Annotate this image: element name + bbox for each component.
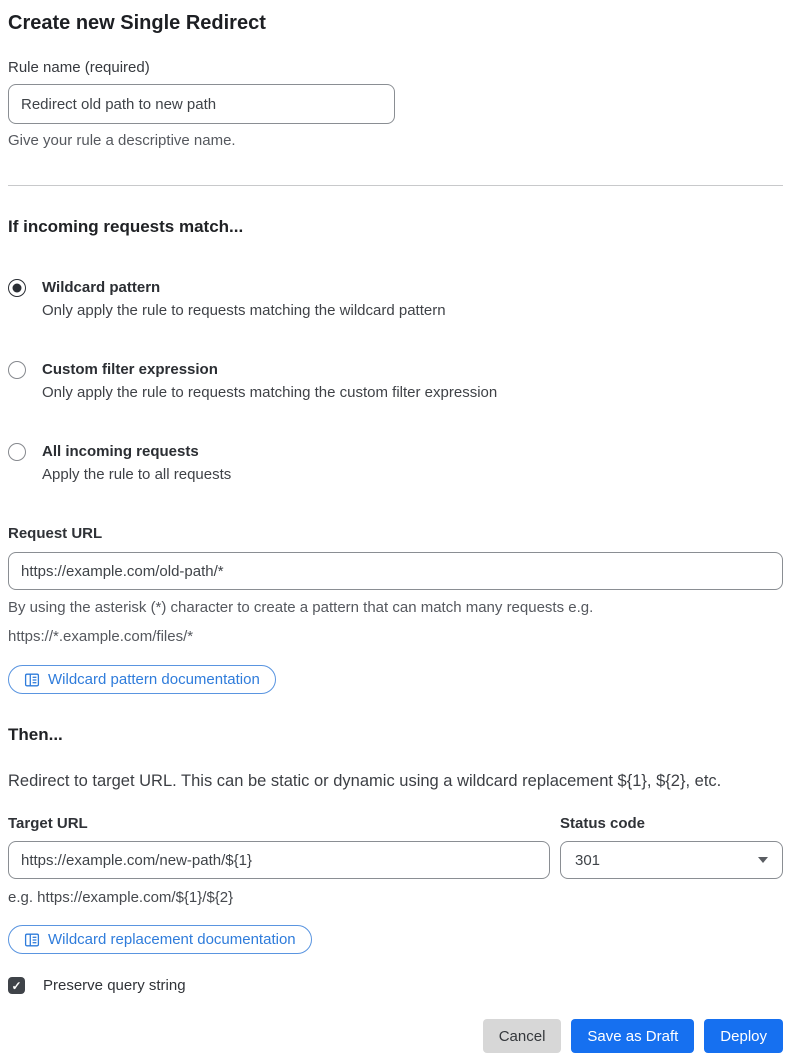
radio-icon[interactable]: [8, 443, 26, 461]
cancel-button[interactable]: Cancel: [483, 1019, 562, 1053]
status-code-field: [560, 814, 783, 879]
radio-description: Only apply the rule to requests matching the wildcard pattern: [42, 302, 446, 319]
radio-all-incoming-requests[interactable]: [8, 442, 783, 487]
then-description: Redirect to target URL. This can be static or dynamic using a wildcard replacement ${1}, ${2}, etc.: [8, 772, 722, 790]
match-type-radio-group: [8, 278, 783, 487]
preserve-query-string-label: Preserve query string: [43, 977, 186, 994]
status-code-label: Status code: [560, 815, 646, 832]
radio-label: Wildcard pattern: [42, 279, 161, 296]
request-url-help-line2: https://*.example.com/files/*: [8, 628, 194, 645]
wildcard-pattern-documentation-button[interactable]: [8, 665, 276, 694]
radio-description: Apply the rule to all requests: [42, 466, 232, 483]
radio-custom-filter-expression[interactable]: [8, 360, 783, 405]
target-status-row: [8, 814, 783, 879]
footer-actions: [8, 1019, 783, 1053]
chevron-down-icon: [758, 857, 768, 863]
doc-button-label: Wildcard replacement documentation: [48, 931, 296, 948]
rule-name-input[interactable]: [8, 84, 395, 124]
target-url-label: Target URL: [8, 815, 88, 832]
rule-name-field: [8, 58, 783, 152]
save-as-draft-button[interactable]: Save as Draft: [571, 1019, 694, 1053]
target-url-field: [8, 814, 550, 879]
section-divider: [8, 185, 783, 186]
preserve-query-string-checkbox-row[interactable]: [8, 977, 783, 994]
then-section-heading: Then...: [8, 725, 63, 744]
request-url-input[interactable]: [8, 552, 783, 590]
open-book-icon: [24, 932, 40, 948]
rule-name-label: Rule name (required): [8, 59, 150, 76]
radio-label: Custom filter expression: [42, 361, 218, 378]
status-code-select[interactable]: [560, 841, 783, 879]
radio-icon[interactable]: [8, 361, 26, 379]
radio-label: All incoming requests: [42, 443, 199, 460]
wildcard-replacement-documentation-button[interactable]: [8, 925, 312, 954]
target-url-help: e.g. https://example.com/${1}/${2}: [8, 889, 234, 906]
request-url-help-line1: By using the asterisk (*) character to create a pattern that can match many requests e.g.: [8, 599, 594, 616]
page-title: Create new Single Redirect: [8, 12, 266, 34]
radio-description: Only apply the rule to requests matching the custom filter expression: [42, 384, 498, 401]
checkbox-checked-icon[interactable]: ✓: [8, 977, 25, 994]
request-url-label: Request URL: [8, 525, 103, 542]
match-section-heading: If incoming requests match...: [8, 217, 244, 236]
open-book-icon: [24, 672, 40, 688]
doc-button-label: Wildcard pattern documentation: [48, 671, 260, 688]
deploy-button[interactable]: Deploy: [704, 1019, 783, 1053]
target-url-input[interactable]: [8, 841, 550, 879]
radio-icon[interactable]: [8, 279, 26, 297]
request-url-field: [8, 524, 783, 648]
status-code-value: 301: [575, 851, 601, 869]
radio-wildcard-pattern[interactable]: [8, 278, 783, 323]
rule-name-help: Give your rule a descriptive name.: [8, 132, 236, 149]
